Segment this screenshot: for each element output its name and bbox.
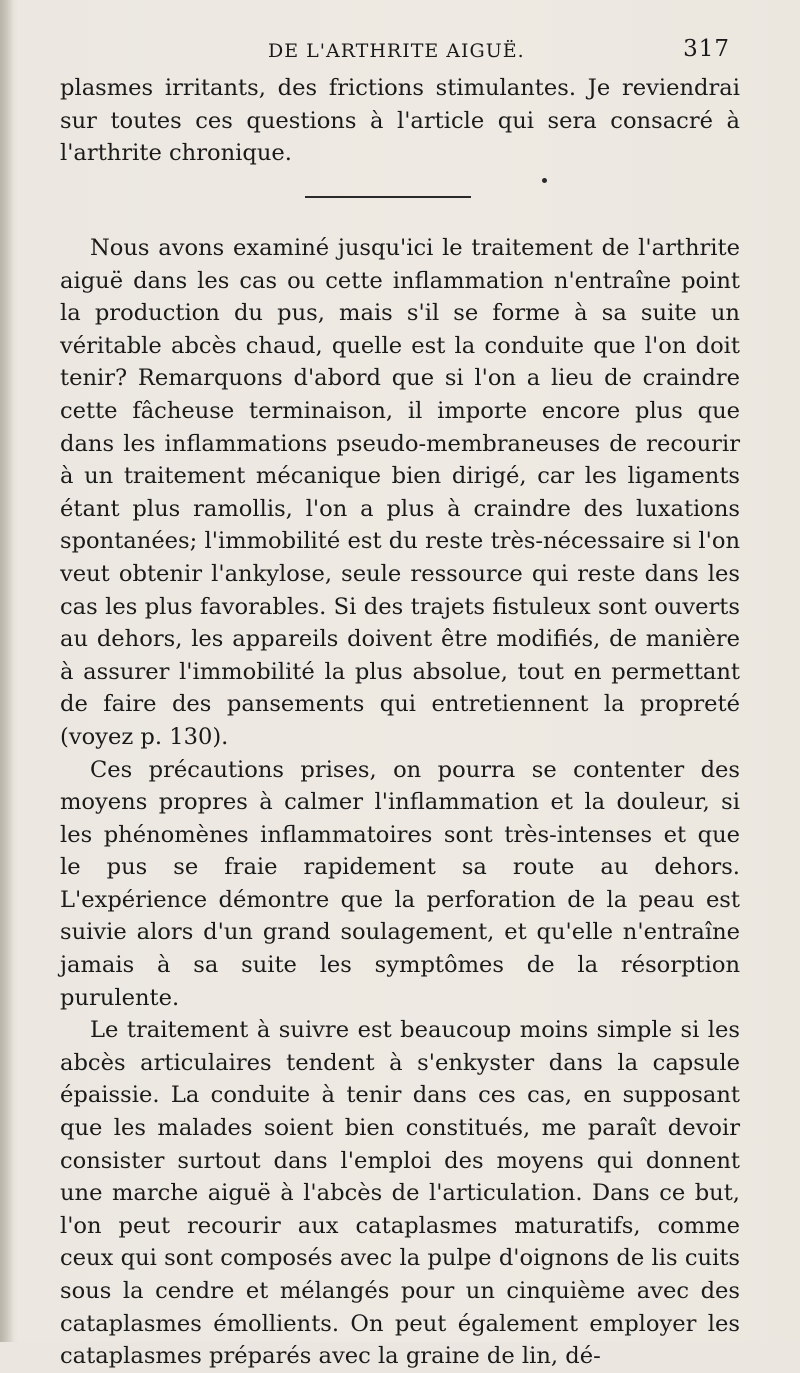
continuation-text [60,72,740,170]
print-speck [542,178,547,183]
paragraph-4: Le traitement à suivre est beaucoup moins simple si les abcès articulaires tendent à s'enkyster dans la capsule épaissie. La conduite à tenir dans ces cas, en supposant que les malades soient bien constitués, me paraît devoir consister surtout dans l'emploi des moyens qui donnent une marche aiguë à l'abcès de l'articulation. Dans ce but, l'on peut recourir aux cataplasmes maturatifs, comme ceux qui sont composés avec la pulpe d'oignons de lis cuits sous la cendre et mélangés pour un cinquième avec des cataplasmes émollients. On peut également employer les cataplasmes préparés avec la graine de lin, dé- [60,1017,740,1370]
running-title: DE L'ARTHRITE AIGUË. [268,40,525,62]
page-number: 317 [683,36,730,62]
section-separator-rule [305,196,471,198]
running-head [62,36,728,66]
paragraph-2: Nous avons examiné jusqu'ici le traitement de l'arthrite aiguë dans les cas ou cette inflammation n'entraîne point la production du pus, mais s'il se forme à sa suite un véritable abcès chaud, quelle est la conduite que l'on doit tenir? Remarquons d'abord que si l'on a lieu de craindre cette fâcheuse terminaison, il importe encore plus que dans les inflammations pseudo-membraneuses de recourir à un traitement mécanique bien dirigé, car les ligaments étant plus ramollis, l'on a plus à craindre des luxations spontanées; l'immobilité est du reste très-nécessaire si l'on veut obtenir l'ankylose, seule ressource qui reste dans les cas les plus favorables. Si des trajets fistuleux sont ouverts au dehors, les appareils doivent être modifiés, de manière à assurer l'immobilité la plus absolue, tout en permettant de faire des pansements qui entretiennent la propreté (voyez p. 130). [60,235,740,750]
paragraph-3: Ces précautions prises, on pourra se contenter des moyens propres à calmer l'inflammation et la douleur, si les phénomènes inflammatoires sont très-intenses et que le pus se fraie rapidement sa route au dehors. L'expérience démontre que la perforation de la peau est suivie alors d'un grand soulagement, et qu'elle n'entraîne jamais à sa suite les symptômes de la résorption purulente. [60,756,740,1011]
gutter-shadow [0,0,14,1342]
section-text [60,232,740,1373]
paragraph-1: plasmes irritants, des frictions stimulantes. Je reviendrai sur toutes ces questions à l'article qui sera consacré à l'arthrite chronique. [60,75,740,167]
